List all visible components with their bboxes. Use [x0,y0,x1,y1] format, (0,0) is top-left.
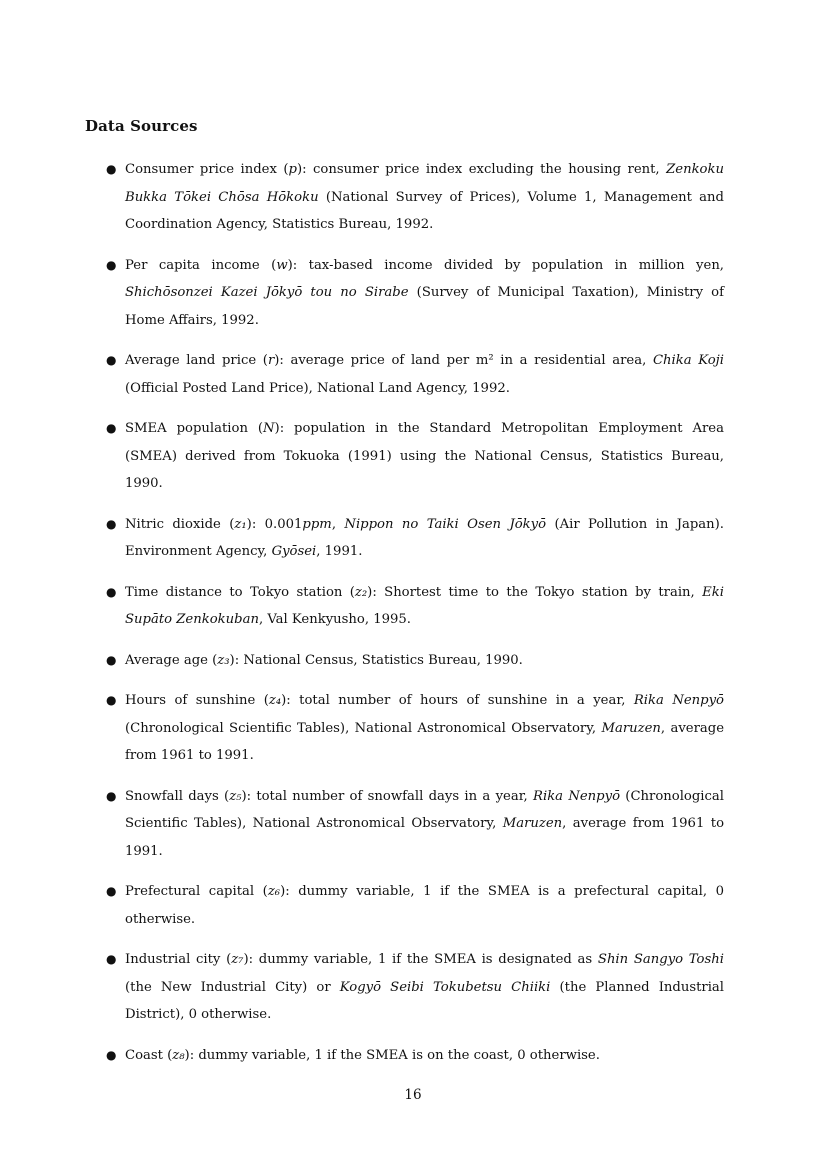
source-time-distance-tokyo: ● Time distance to Tokyo station (z₂): Shortest time to the Tokyo station by train, Eki Supāto Zenkokuban, Val Kenkyusho, 1995. [106,579,724,634]
source-average-land-price: ● Average land price (r): average price of land per m² in a residential area, Chika Koji (Official Posted Land Price), National Land Agency, 1992. [106,347,724,402]
source-prefectural-capital: ● Prefectural capital (z₆): dummy variable, 1 if the SMEA is a prefectural capital, 0 otherwise. [106,878,724,933]
source-consumer-price-index: ● Consumer price index (p): consumer price index excluding the housing rent, Zenkoku Bukka Tōkei Chōsa Hōkoku (National Survey of Prices), Volume 1, Management and Coordination Agency, Statistics Bureau, 1992. [106,156,724,239]
source-average-age: ● Average age (z₃): National Census, Statistics Bureau, 1990. [106,647,724,675]
bullet-icon: ● [106,421,117,435]
data-source-list [106,156,724,1082]
bullet-icon: ● [106,516,117,531]
bullet-icon: ● [106,1047,117,1062]
bullet-icon: ● [106,257,117,272]
bullet-icon: ● [106,162,117,176]
bullet-icon: ● [106,788,117,803]
section-title: Data Sources [85,117,198,135]
source-snowfall-days: ● Snowfall days (z₅): total number of snowfall days in a year, Rika Nenpyō (Chronological Scientific Tables), National Astronomical Observatory, Maruzen, average from 1961 to 1991. [106,783,724,866]
source-coast: ● Coast (z₈): dummy variable, 1 if the SMEA is on the coast, 0 otherwise. [106,1042,724,1070]
source-per-capita-income: ● Per capita income (w): tax-based income divided by population in million yen, Shichōsonzei Kazei Jōkyō tou no Sirabe (Survey of Municipal Taxation), Ministry of Home Affairs, 1992. [106,252,724,335]
bullet-icon: ● [106,884,117,898]
source-nitric-dioxide: ● Nitric dioxide (z₁): 0.001ppm, Nippon no Taiki Osen Jōkyō (Air Pollution in Japan). Environment Agency, Gyōsei, 1991. [106,511,724,566]
bullet-icon: ● [106,584,117,599]
source-industrial-city: ● Industrial city (z₇): dummy variable, 1 if the SMEA is designated as Shin Sangyo Toshi (the New Industrial City) or Kogyō Seibi Tokubetsu Chiiki (the Planned Industrial District), 0 otherwise. [106,946,724,1029]
bullet-icon: ● [106,353,117,367]
page-number: 16 [404,1087,422,1103]
source-smea-population: ● SMEA population (N): population in the Standard Metropolitan Employment Area (SMEA) derived from Tokuoka (1991) using the National Census, Statistics Bureau, 1990. [106,415,724,498]
source-hours-of-sunshine: ● Hours of sunshine (z₄): total number of hours of sunshine in a year, Rika Nenpyō (Chronological Scientific Tables), National Astronomical Observatory, Maruzen, average from 1961 to 1991. [106,687,724,770]
bullet-icon: ● [106,952,117,966]
bullet-icon: ● [106,693,117,707]
bullet-icon: ● [106,652,117,667]
